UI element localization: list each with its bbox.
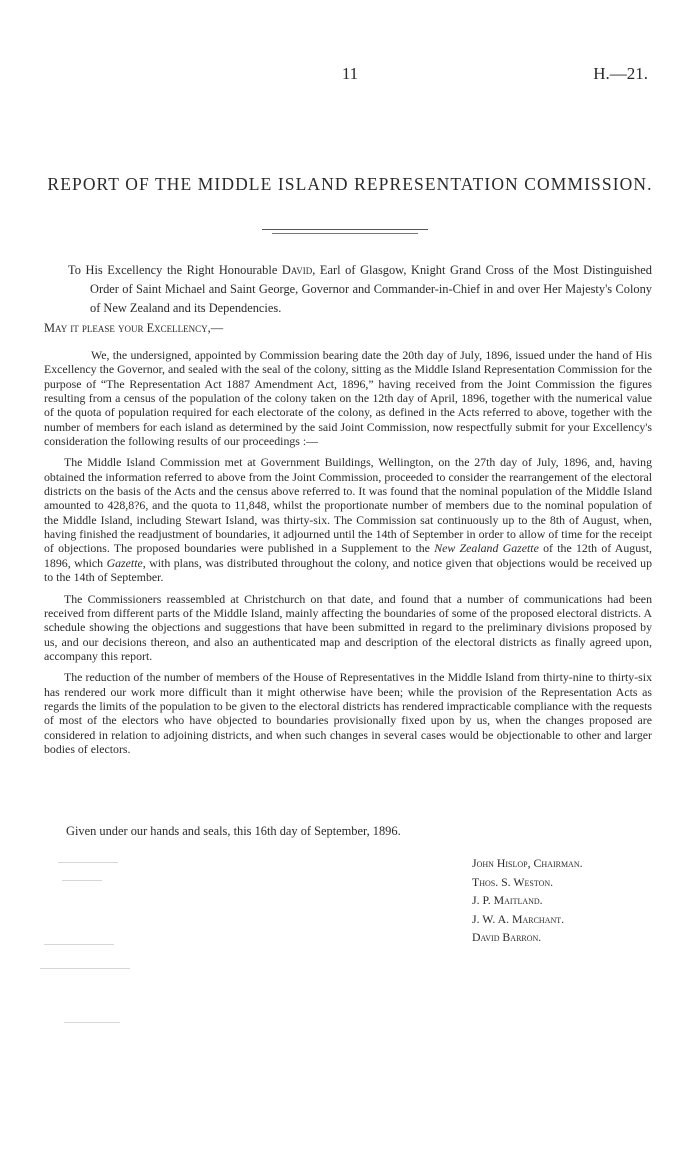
paper-mark	[64, 1022, 120, 1023]
address-to-governor	[68, 261, 652, 318]
salutation: May it please your Excellency,—	[44, 321, 224, 335]
gazette-reference: Gazette	[106, 555, 143, 570]
paper-mark	[62, 880, 102, 881]
signatory-list	[472, 854, 583, 947]
paper-mark	[58, 862, 118, 863]
paper-mark	[40, 968, 130, 969]
paragraph-proceedings	[44, 455, 652, 584]
paper-mark	[44, 944, 114, 945]
address-prefix: To His Excellency the Right Honourable	[68, 263, 282, 277]
paragraph-proceedings-part-c: , with plans, was distributed throughout the colony, and notice given that objections would be received up to the 14th of September.	[44, 555, 653, 585]
signatory: David Barron.	[472, 930, 542, 944]
paragraph-proceedings-part-a: The Middle Island Commission met at Government Buildings, Wellington, on the 27th day of July, 1896, and, having obtained the information referred to above from the Joint Commission, proceeded to consider the rearrangement of the electoral districts on the basis of the Acts and the census above referred to. It was found that the nominal population of the Middle Island amounted to 428,8?6, and the quota to 11,848, whilst the proportionate number of members due to the nominal population of the Middle Island, including Stewart Island, was thirty-six. The Commission sat continuously up to the 8th of August, when, having finished the readjustment of boundaries, it adjourned until the 14th of September in order to allow of time for the receipt of objections. The proposed boundaries were published in a Supplement to the	[44, 455, 652, 556]
gazette-title: New Zealand Gazette	[434, 541, 539, 556]
address-rest: , Earl of Glasgow, Knight Grand Cross of the Most Distinguished Order of Saint Michael and Saint George, Governor and Commander-in-Chief in and over Her Majesty's Colony of New Zealand and its Dependencies.	[90, 263, 653, 315]
report-body	[44, 348, 652, 763]
closing-statement: Given under our hands and seals, this 16th day of September, 1896.	[66, 824, 401, 838]
signatory: J. P. Maitland.	[472, 893, 543, 907]
address-name: David	[281, 263, 313, 277]
document-reference: H.—21.	[593, 64, 648, 83]
report-title: REPORT OF THE MIDDLE ISLAND REPRESENTATION COMMISSION.	[47, 174, 653, 194]
title-divider	[262, 229, 428, 230]
paragraph-objections: The Commissioners reassembled at Christchurch on that date, and found that a number of communications had been received from different parts of the Middle Island, mainly affecting the boundaries of some of the proposed electoral districts. A schedule showing the objections and suggestions that have been submitted in regard to the preliminary divisions proposed by us, and our decisions thereon, and also an authenticated map and description of the electoral districts as finally agreed upon, accompany this report.	[44, 591, 652, 663]
paragraph-appointment: We, the undersigned, appointed by Commission bearing date the 20th day of July, 1896, issued under the hand of His Excellency the Governor, and sealed with the seal of the colony, sitting as the Middle Island Representation Commission for the purpose of “The Representation Act 1887 Amendment Act, 1896,” having received from the Joint Commission the figures resulting from a census of the population of the colony taken on the 12th day of April, 1896, together with the numerical value of the quota of population required for each electorate of the colony, as defined in the Acts referred to above, together with the number of members for each island as determined by the said Joint Commission, now respectfully submit for your Excellency's consideration the following results of our proceedings :—	[44, 348, 652, 449]
title-divider-secondary	[272, 233, 418, 234]
page-number: 11	[341, 64, 359, 83]
signatory: John Hislop, Chairman.	[472, 856, 583, 870]
signatory: J. W. A. Marchant.	[472, 911, 565, 926]
paragraph-reduction: The reduction of the number of members of the House of Representatives in the Middle Island from thirty-nine to thirty-six has rendered our work more difficult than it might otherwise have been; while the provision of the Representation Acts as regards the limits of the population to be given to the electoral districts has rendered impracticable compliance with the requests of most of the electors who have objected to boundaries provisionally fixed upon by us, when the changes proposed are considered in relation to adjoining districts, and when such changes in several cases would be objectionable to other and larger bodies of electors.	[44, 670, 652, 756]
paragraph-proceedings-part-b: of the 12th of August, 1896, which	[44, 541, 652, 570]
signatory: Thos. S. Weston.	[472, 874, 554, 889]
